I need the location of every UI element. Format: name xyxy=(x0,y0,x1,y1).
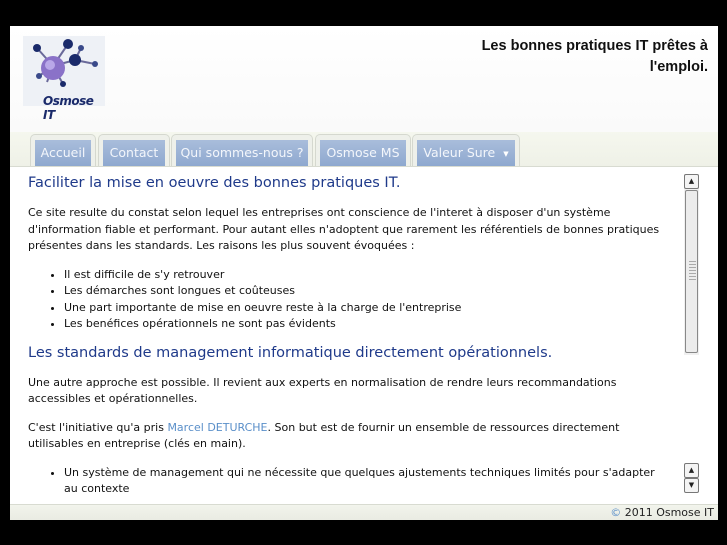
list-item: • Les démarches sont longues et coûteuses xyxy=(64,283,668,300)
intro-paragraph: Ce site resulte du constat selon lequel les entreprises ont conscience de l'interet à disposer d'un système d'information fiable et performant. Pour autant elles n'adoptent que rarement les référentiels de bonnes pratiques présentes dans les standards. Les raisons les plus souvent évoquées : xyxy=(28,206,660,252)
offer-list xyxy=(28,465,668,498)
tab-accueil[interactable] xyxy=(30,134,96,169)
section-title-2: Les standards de management informatique directement opérationnels. xyxy=(28,344,553,361)
tagline xyxy=(408,36,708,78)
tab-osmose-ms[interactable] xyxy=(315,134,411,169)
copyright-icon: © xyxy=(610,506,622,519)
initiative-text-after: . Son but est de fournir un ensemble de ressources directement utilisables en entreprise (clés en main). xyxy=(28,420,620,450)
section-title-1: Faciliter la mise en oeuvre des bonnes pratiques IT. xyxy=(28,175,401,191)
logo-text: Osmose IT xyxy=(43,94,94,122)
header xyxy=(10,26,718,132)
approach-paragraph: Une autre approche est possible. Il revient aux experts en normalisation de rendre leurs recommandations accessibles et opérationnelles. xyxy=(28,375,617,405)
tagline-line-1: Les bonnes pratiques IT prêtes à xyxy=(481,38,708,54)
tab-valeur-sure[interactable] xyxy=(412,134,520,169)
list-item: • Un système de management qui ne nécessite que quelques ajustements techniques limités pour s'adapter au contexte xyxy=(64,465,668,498)
tab-osmose-ms-label[interactable]: Osmose MS xyxy=(320,140,406,166)
main-content xyxy=(10,167,718,504)
chevron-down-icon: ▼ xyxy=(503,149,509,158)
list-item: • Il est difficile de s'y retrouver xyxy=(64,267,668,284)
list-item: • Une part importante de mise en oeuvre reste à la charge de l'entreprise xyxy=(64,300,668,317)
arrow-up-icon[interactable]: ▲ xyxy=(684,174,699,189)
grip-icon xyxy=(689,261,696,281)
arrow-up-icon[interactable]: ▲ xyxy=(684,463,699,478)
tab-valeur-sure-button[interactable] xyxy=(417,140,515,166)
list-item: • Les benéfices opérationnels ne sont pas évidents xyxy=(64,316,668,333)
initiative-paragraph xyxy=(28,420,668,453)
copyright xyxy=(610,506,714,519)
marcel-deturche-link[interactable]: Marcel DETURCHE xyxy=(167,420,268,434)
tab-valeur-sure-label: Valeur Sure xyxy=(423,145,496,160)
scrollbar-thumb[interactable] xyxy=(685,190,698,353)
osmose-logo[interactable] xyxy=(23,36,105,122)
tab-qui-sommes-nous[interactable] xyxy=(171,134,313,169)
tab-contact-label[interactable]: Contact xyxy=(103,140,165,166)
main-scrollbar[interactable] xyxy=(684,174,699,355)
arrow-down-icon[interactable]: ▼ xyxy=(684,478,699,493)
footer xyxy=(10,504,718,520)
tab-contact[interactable] xyxy=(98,134,170,169)
tab-accueil-label[interactable]: Accueil xyxy=(35,140,91,166)
page xyxy=(10,26,718,520)
initiative-text-before: C'est l'initiative qu'a pris xyxy=(28,420,168,434)
secondary-scrollbar[interactable] xyxy=(684,463,699,493)
tagline-line-2: l'emploi. xyxy=(649,59,708,75)
content-scroll-area[interactable] xyxy=(28,173,668,498)
reasons-list xyxy=(28,267,668,333)
copyright-text: 2011 Osmose IT xyxy=(624,506,714,519)
tab-qui-sommes-nous-label[interactable]: Qui sommes-nous ? xyxy=(176,140,308,166)
